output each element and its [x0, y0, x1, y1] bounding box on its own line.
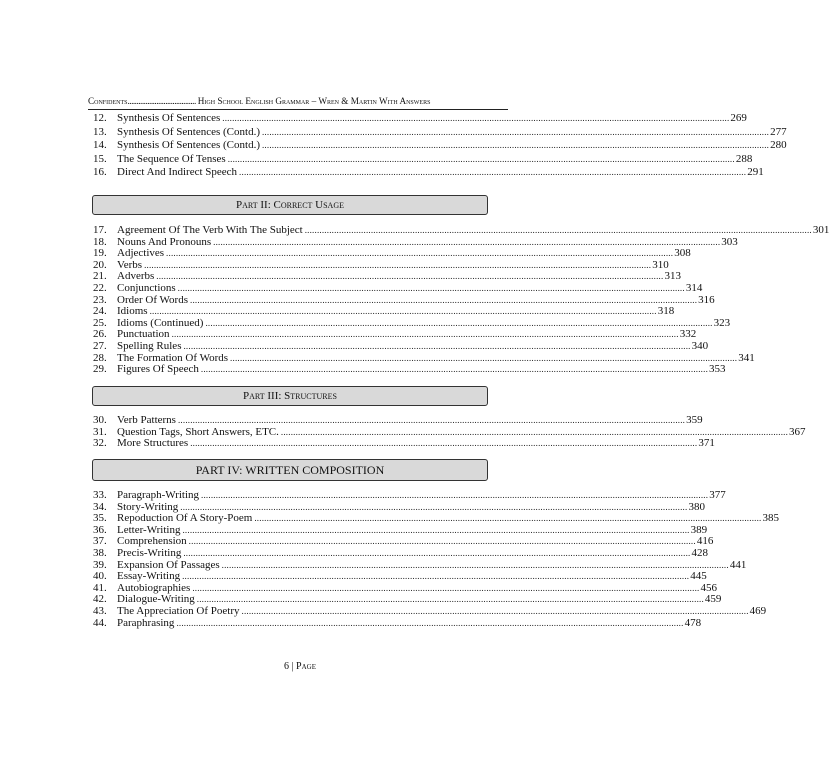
entry-title: Adjectives [117, 247, 165, 260]
entry-number: 34. [93, 500, 107, 513]
entry-number: 13. [93, 125, 107, 138]
dot-leader: ............................................................................................................................................................................................................... [205, 317, 713, 328]
header-dots: ...................................... [127, 96, 196, 106]
dot-leader: ............................................................................................................................................................................................................... [304, 225, 812, 235]
entry-number: 30. [93, 414, 107, 426]
dot-leader: ............................................................................................................................................................................................................... [254, 513, 762, 524]
toc-entry [93, 570, 707, 583]
entry-number: 40. [93, 570, 107, 583]
entry-title: Repoduction Of A Story-Poem [117, 512, 253, 525]
footer-page-label: Page [296, 661, 316, 672]
dot-leader: ............................................................................................................................................................................................................... [190, 438, 698, 449]
entry-page: 291 [747, 166, 764, 179]
page-footer [0, 661, 600, 672]
dot-leader: ............................................................................................................................................................................................................... [261, 140, 770, 151]
entry-page: 310 [652, 258, 669, 271]
entry-number: 32. [93, 437, 107, 450]
dot-leader: ............................................................................................................................................................................................................... [182, 571, 690, 582]
dot-leader: ............................................................................................................................................................................................................... [156, 271, 664, 282]
dot-leader: ............................................................................................................................................................................................................... [188, 536, 696, 547]
entry-page: 314 [685, 281, 703, 294]
toc-entry [93, 166, 764, 180]
toc-entry [93, 616, 702, 630]
entry-title: Letter-Writing [117, 523, 181, 536]
toc-entry [93, 546, 708, 560]
entry-number: 14. [93, 139, 107, 152]
running-header [88, 96, 508, 106]
entry-page: 478 [684, 616, 702, 629]
entry-title: Paraphrasing [117, 616, 175, 629]
entry-number: 23. [93, 293, 107, 306]
entry-page: 332 [679, 328, 697, 341]
entry-title: Verbs [117, 258, 143, 271]
entry-number: 12. [93, 112, 107, 124]
entry-page: 371 [698, 437, 715, 450]
entry-page: 323 [713, 316, 731, 329]
entry-page: 313 [664, 270, 681, 283]
dot-leader: ............................................................................................................................................................................................................... [227, 153, 735, 164]
entry-title: Verb Patterns [117, 414, 176, 426]
entry-title: Synthesis Of Sentences [117, 112, 221, 124]
entry-page: 416 [696, 535, 714, 548]
entry-title: Figures Of Speech [117, 363, 199, 376]
entry-page: 277 [770, 125, 787, 138]
entry-title: Idioms [117, 305, 148, 318]
dot-leader: ............................................................................................................................................................................................................... [196, 594, 704, 605]
dot-leader: ............................................................................................................................................................................................................... [180, 501, 688, 512]
dot-leader: ............................................................................................................................................................................................................... [261, 126, 770, 137]
dot-leader: ............................................................................................................................................................................................................... [149, 306, 657, 317]
entry-number: 29. [93, 363, 107, 376]
dot-leader: ............................................................................................................................................................................................................... [183, 340, 691, 351]
entry-title: Dialogue-Writing [117, 593, 195, 606]
entry-number: 24. [93, 305, 107, 318]
toc-entry [93, 437, 715, 450]
entry-number: 15. [93, 152, 107, 165]
entry-title: Order Of Words [117, 293, 189, 306]
entry-number: 20. [93, 258, 107, 271]
entry-page: 359 [686, 414, 703, 426]
entry-page: 288 [735, 152, 753, 165]
toc-entry [93, 489, 726, 502]
entry-page: 367 [789, 425, 806, 438]
dot-leader: ............................................................................................................................................................................................................... [177, 415, 686, 425]
footer-separator: | [291, 661, 294, 672]
entry-page: 301 [812, 224, 829, 236]
entry-number: 35. [93, 512, 107, 525]
header-rule [88, 109, 508, 110]
entry-title: The Sequence Of Tenses [117, 152, 226, 165]
entry-number: 42. [93, 593, 107, 606]
entry-number: 33. [93, 489, 107, 501]
entry-page: 353 [709, 363, 726, 376]
toc-part1-tail [93, 112, 787, 180]
entry-number: 19. [93, 247, 107, 260]
entry-number: 27. [93, 339, 107, 352]
entry-number: 36. [93, 523, 107, 536]
toc-part3 [93, 414, 806, 450]
entry-page: 341 [738, 351, 755, 364]
dot-leader: ............................................................................................................................................................................................................... [230, 352, 738, 363]
entry-number: 38. [93, 546, 107, 559]
dot-leader: ............................................................................................................................................................................................................... [239, 167, 747, 178]
toc-entry [93, 224, 829, 237]
entry-title: Autobiographies [117, 581, 191, 594]
entry-title: Paragraph-Writing [117, 489, 200, 501]
entry-number: 17. [93, 224, 107, 236]
entry-title: Synthesis Of Sentences (Contd.) [117, 125, 260, 138]
dot-leader: ............................................................................................................................................................................................................... [171, 329, 679, 340]
entry-number: 44. [93, 616, 107, 629]
dot-leader: ............................................................................................................................................................................................................... [222, 113, 730, 123]
dot-leader: ............................................................................................................................................................................................................... [182, 524, 690, 535]
entry-title: Conjunctions [117, 281, 176, 294]
entry-page: 428 [691, 546, 708, 559]
entry-title: Question Tags, Short Answers, ETC. [117, 425, 279, 438]
toc-entry [93, 305, 675, 318]
toc-entry [93, 125, 787, 140]
entry-number: 37. [93, 535, 107, 548]
entry-page: 269 [730, 112, 747, 124]
dot-leader: ............................................................................................................................................................................................................... [144, 259, 652, 270]
entry-title: Comprehension [117, 535, 187, 548]
toc-entry [93, 281, 703, 295]
entry-number: 41. [93, 581, 107, 594]
dot-leader: ............................................................................................................................................................................................................... [200, 364, 709, 375]
entry-title: Agreement Of The Verb With The Subject [117, 224, 303, 236]
entry-page: 380 [688, 500, 705, 513]
entry-title: Precis-Writing [117, 546, 182, 559]
toc-entry [93, 293, 715, 307]
entry-number: 39. [93, 558, 107, 571]
dot-leader: ............................................................................................................................................................................................................... [213, 236, 721, 247]
entry-number: 25. [93, 316, 107, 329]
entry-title: Spelling Rules [117, 339, 182, 352]
footer-page-number: 6 [284, 661, 290, 672]
toc-entry [93, 414, 703, 427]
entry-title: The Formation Of Words [117, 351, 229, 364]
entry-number: 21. [93, 270, 107, 283]
toc-entry [93, 247, 691, 260]
entry-page: 318 [657, 305, 675, 318]
entry-page: 459 [704, 593, 722, 606]
toc-part2 [93, 224, 829, 376]
entry-title: Direct And Indirect Speech [117, 166, 238, 179]
entry-title: More Structures [117, 437, 189, 450]
entry-page: 377 [709, 489, 726, 501]
part2-heading: Part II: Correct Usage [92, 195, 488, 215]
entry-title: Nouns And Pronouns [117, 235, 212, 248]
entry-page: 340 [691, 339, 709, 352]
dot-leader: ............................................................................................................................................................................................................... [241, 605, 749, 616]
entry-title: Punctuation [117, 328, 170, 341]
entry-page: 308 [674, 247, 691, 260]
toc-entry [93, 604, 767, 618]
entry-number: 26. [93, 328, 107, 341]
entry-title: Adverbs [117, 270, 155, 283]
toc-entry [93, 139, 787, 153]
entry-number: 18. [93, 235, 107, 248]
dot-leader: ............................................................................................................................................................................................................... [221, 559, 729, 570]
toc-entry [93, 112, 747, 126]
entry-title: Story-Writing [117, 500, 179, 513]
entry-number: 16. [93, 166, 107, 179]
entry-number: 22. [93, 281, 107, 294]
dot-leader: ............................................................................................................................................................................................................... [176, 617, 684, 628]
entry-page: 316 [698, 293, 715, 306]
part3-heading: Part III: Structures [92, 386, 488, 406]
dot-leader: ............................................................................................................................................................................................................... [183, 547, 691, 558]
toc-entry [93, 363, 726, 376]
entry-title: Idioms (Continued) [117, 316, 204, 329]
dot-leader: ............................................................................................................................................................................................................... [166, 248, 674, 259]
dot-leader: ............................................................................................................................................................................................................... [190, 294, 698, 305]
dot-leader: ............................................................................................................................................................................................................... [201, 490, 709, 500]
entry-title: Essay-Writing [117, 570, 181, 583]
entry-page: 303 [721, 235, 738, 248]
toc-part4 [93, 489, 780, 629]
header-left: Confidents [88, 96, 128, 106]
header-right: High School English Grammar – Wren & Martin With Answers [197, 96, 431, 106]
entry-title: Expansion Of Passages [117, 558, 220, 571]
toc-entry [93, 152, 753, 167]
dot-leader: ............................................................................................................................................................................................................... [280, 426, 789, 437]
entry-number: 31. [93, 425, 107, 438]
entry-number: 43. [93, 604, 107, 617]
entry-title: Synthesis Of Sentences (Contd.) [117, 139, 260, 152]
entry-page: 389 [690, 523, 708, 536]
entry-page: 441 [729, 558, 747, 571]
dot-leader: ............................................................................................................................................................................................................... [177, 282, 685, 293]
entry-page: 385 [762, 512, 780, 525]
toc-entry [93, 339, 709, 353]
entry-page: 469 [749, 604, 767, 617]
part4-heading: PART IV: WRITTEN COMPOSITION [92, 459, 488, 481]
entry-page: 456 [700, 581, 717, 594]
dot-leader: ............................................................................................................................................................................................................... [192, 582, 700, 593]
entry-page: 445 [690, 570, 707, 583]
entry-number: 28. [93, 351, 107, 364]
entry-title: The Appreciation Of Poetry [117, 604, 240, 617]
entry-page: 280 [770, 139, 787, 152]
